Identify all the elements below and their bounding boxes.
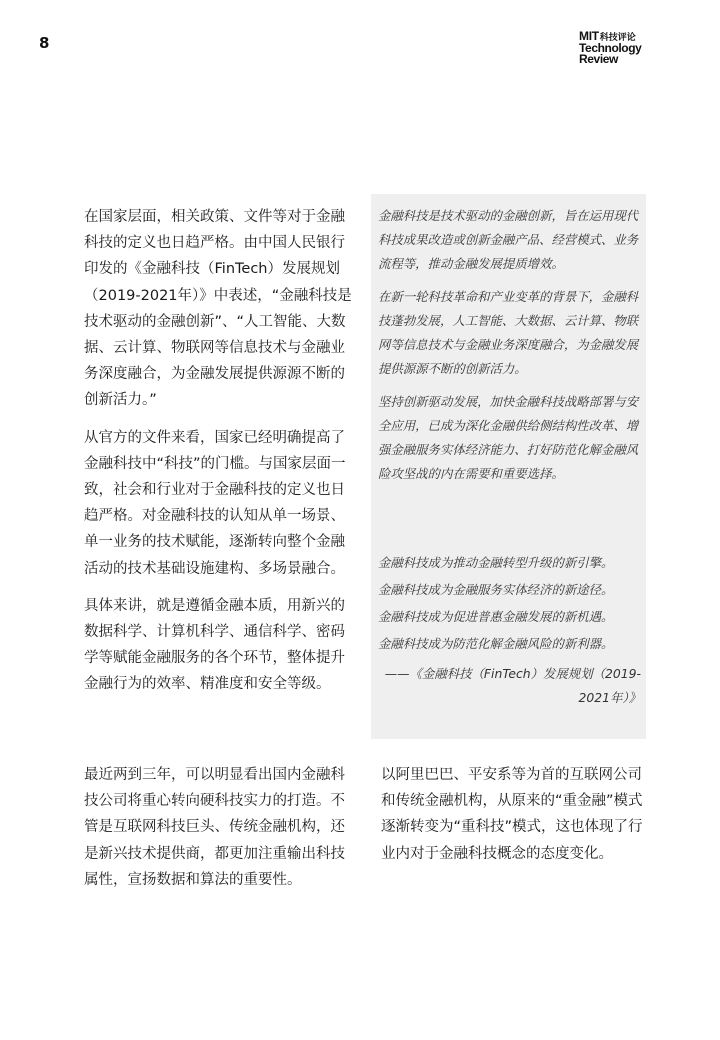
quote-sidebar [371, 194, 646, 739]
bottom-right-paragraph: 以阿里巴巴、平安系等为首的互联网公司和传统金融机构，从原来的“重金融”模式逐渐转变为“重科技”模式，这也体现了行业内对于金融科技概念的态度变化。 [381, 767, 643, 862]
logo-mit: MIT [579, 29, 599, 43]
quote-paragraph-3: 坚持创新驱动发展，加快金融科技战略部署与安全应用，已成为深化金融供给侧结构性改革、增强金融服务实体经济能力、打好防范化解金融风险攻坚战的内在需要和重要选择。 [378, 394, 639, 481]
quote-list-item: 金融科技成为金融服务实体经济的新途径。 [378, 582, 614, 597]
page-number: 8 [39, 34, 50, 52]
quote-list-item: 金融科技成为防范化解金融风险的新利器。 [378, 636, 614, 651]
logo-cn: 科技评论 [599, 32, 636, 42]
main-text-column [84, 204, 356, 709]
logo-technology: Technology [579, 41, 642, 55]
quote-list-item: 金融科技成为促进普惠金融发展的新机遇。 [378, 609, 614, 624]
bottom-left-paragraph: 最近两到三年，可以明显看出国内金融科技公司将重心转向硬科技实力的打造。不管是互联网科技巨头、传统金融机构，还是新兴技术提供商，都更加注重输出科技属性，宣扬数据和算法的重要性。 [84, 767, 345, 888]
quote-source: ——《金融科技（FinTech）发展规划（2019-2021年）》 [384, 666, 641, 705]
quote-paragraph-1: 金融科技是技术驱动的金融创新，旨在运用现代科技成果改造或创新金融产品、经营模式、业务流程等，推动金融发展提质增效。 [378, 208, 639, 271]
body-paragraph-2: 从官方的文件来看，国家已经明确提高了金融科技中“科技”的门槛。与国家层面一致，社会和行业对于金融科技的定义也日趋严格。对金融科技的认知从单一场景、单一业务的技术赋能，逐渐转向整个金融活动的技术基础设施建构、多场景融合。 [84, 429, 346, 577]
bottom-right-column [381, 762, 643, 867]
quote-list-item: 金融科技成为推动金融转型升级的新引擎。 [378, 555, 614, 570]
logo-review: Review [579, 52, 618, 66]
quote-paragraph-2: 在新一轮科技革命和产业变革的背景下，金融科技蓬勃发展，人工智能、大数据、云计算、物联网等信息技术与金融业务深度融合，为金融发展提供源源不断的创新活力。 [378, 289, 639, 376]
bottom-left-column [84, 762, 356, 893]
quote-list [378, 551, 643, 659]
mit-technology-review-logo [579, 31, 651, 65]
body-paragraph-1: 在国家层面，相关政策、文件等对于金融科技的定义也日趋严格。由中国人民银行印发的《金融科技（FinTech）发展规划（2019-2021年）》中表述，“金融科技是技术驱动的金融创新”、“人工智能、大数据、云计算、物联网等信息技术与金融业务深度融合，为金融发展提供源源不断的创新活力。” [84, 209, 352, 409]
body-paragraph-3: 具体来讲，就是遵循金融本质，用新兴的数据科学、计算机科学、通信科学、密码学等赋能金融服务的各个环节，整体提升金融行为的效率、精准度和安全等级。 [84, 597, 345, 693]
quote-paragraphs [378, 204, 643, 495]
